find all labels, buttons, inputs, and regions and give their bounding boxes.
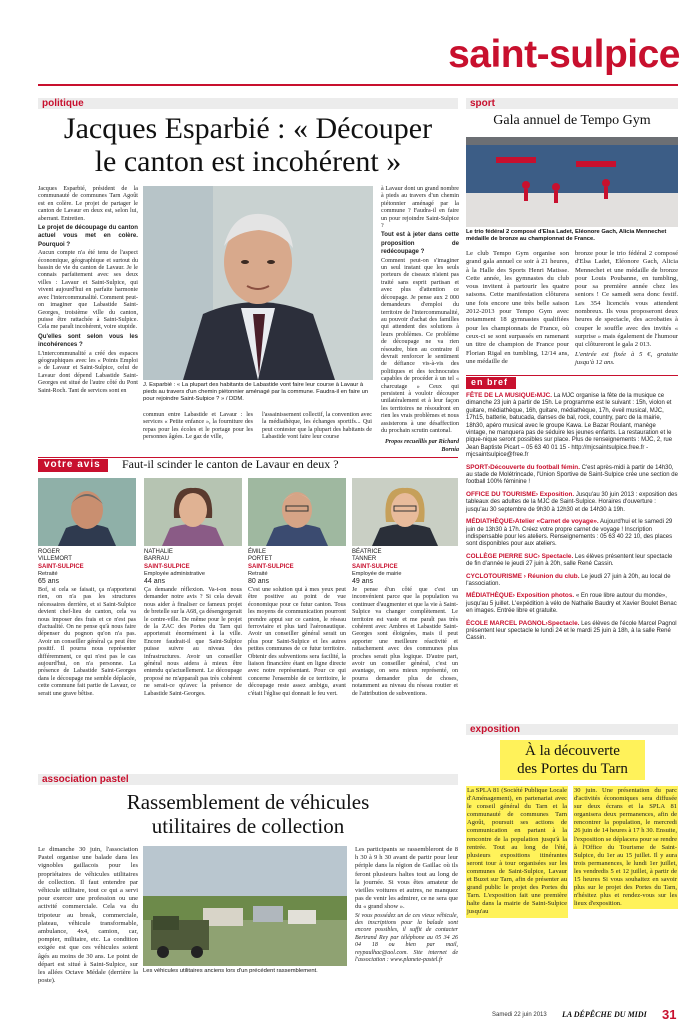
esparbie-photo-caption: J. Esparbié : « La plupart des habitants de Labastide vont faire leur course à Lavaur à pieds au travers d'un chemin piétonnier aménagé par la commune. Faudra-il en faire un pour rejoindre Saint-Sulpice ? » / DDM.	[143, 382, 369, 402]
person-2-info: NATHALIE BARRAU SAINT-SULPICE Employée administrative 44 ans Ça demande réflexion. Va-t-on nous demander notre avis ? Si cela devait nous aider à finaliser ce fameux projet de bretelle sur la A68, ça désengorgerait le centre-ville. De même pour le projet de la ZAC des Portes du Tarn qui apporterait énormément à la ville. Encore faudrait-il que Saint-Sulpice puisse suivre au niveau des infrastructures. Avoir un conseiller général nous aidera à mieux être entendu qu'actuellement. Le découpage proposé ne m'apparaît pas très cohérent ne serait-ce qu'avec la présence de Labastide Saint-Georges.	[144, 549, 242, 697]
vehicles-photo-caption: Les véhicules utilitaires anciens lors d'un précédent rassemblement.	[143, 968, 318, 974]
en-bref-tag: en bref	[471, 377, 509, 387]
politique-headline	[38, 112, 458, 178]
brief-item: MÉDIATHÈQUE› Exposition photos. « En roue libre autour du monde», jusqu'au 5 juillet. L'expédition à vélo de Nathalie Baudry et Xavier Boulet Benac en images. Entrée libre et gratuite.	[466, 592, 677, 615]
portrait-beatrice	[352, 478, 458, 546]
footer-page-number: 31	[662, 1007, 677, 1022]
person-1	[38, 478, 136, 546]
question-3: Tout est à jeter dans cette proposition de redécoupage ?	[381, 231, 459, 256]
portrait-emile	[248, 478, 346, 546]
votre-avis-question: Faut-il scinder le canton de Lavaur en deux ?	[122, 457, 339, 471]
association-tag: association pastel	[38, 774, 458, 785]
answer-2: L'intercommunalité a créé des espaces géographiques avec les « Points Emploi » de Lavaur et Saint-Sulpice, celui de Lavaur dont dépend Labastide Saint-Georges est situé de l'autre côté du Pont Saint-Roch. Tant de services sont en	[38, 350, 138, 394]
person-photo	[144, 478, 242, 546]
association-col4: Les participants se rassembleront de 8 h 30 à 9 h 30 avant de partir pour leur périple dans la région de Gaillac où ils feront plusieurs haltes tout au long de la journée. Si vous êtes amateur de vieilles voitures et autres, ne manquez pas de venir les admirer, ce ne sera que du « grand show ». Si vous possédez un de ces vieux véhicule, des inscriptions pour la balade sont encore possibles, il suffit de contacter Bertrand Rey par téléphone au 05 34 26 04 18 ou bien par mail, reypaulhac@aol.com. Site internet de l'association : www.planete-pastel.fr	[355, 846, 458, 964]
en-bref-bar	[466, 375, 678, 389]
footer-brand: LA DÉPÊCHE DU MIDI	[562, 1010, 647, 1019]
sport-col2: bronze pour le trio fédéral 2 composé d'Elsa Ladet, Eléonore Gach, Alicia Mennechet et une médaille de bronze pour Louis Poubanne, en tumbling, pour sa première année chez les seniors ! Ce samedi sera donc festif. Les 354 licenciés vous attendent nombreux. Ils vous proposeront deux heures de spectacle, des acrobaties à couper le souffle avec des invités « surprise » mais également de l'humour qui clôtureront le gala 2 013. L'entrée est fixée à 5 €, gratuite jusqu'à 12 ans.	[575, 250, 678, 366]
portrait-illustration	[143, 186, 373, 380]
byline: Propos recueillis par Richard Bornia	[385, 439, 459, 453]
brief-item: ÉCOLE MARCEL PAGNOL›Spectacle. Les élèves de l'école Marcel Pagnol présentent leur spectacle le lundi 24 et le mardi 25 juin à 18h, à la salle René Cassin.	[466, 619, 677, 642]
section-header	[440, 34, 680, 78]
association-col1: Le dimanche 30 juin, l'association Pastel organise une balade dans les vignobles gaillacois pour les propriétaires de véhicules utilitaires de collection. Il faut entendre par véhicule utilitaire, tout ce qui a servi pour exercer une profession ou une activité commerciale. Cela va du tripoteur au break, commerciale, plateau, véhicule transformable, ambulance, 4x4, camion, car, pompier, militaire, etc. La condition exigée est que ces véhicules soient âgés au moins de 30 ans. Le point de départ est situé à Saint-Sulpice, sur les allées Octave Médale (derrière la poste).	[38, 846, 138, 985]
person-3-info: ÉMILE PORTET SAINT-SULPICE Retraité 80 ans C'est une solution qui à mes yeux peut être positive au point de vue économique pour ce futur canton. Tous les moyens de communication pourront prendre appui sur ce canton, le réseau ferroviaire et plus tard l'aéronautique. Avoir un conseiller général serait un plus pour Saint-Sulpice et les autres petites communes de ce futur territoire. Obtenir des subventions sera facilité, la liaison financière étant en ligne directe avec notre représentant. Pour ce qui concerne l'ensemble de ce territoire, le découpage reste assez ambigu, avant c'était l'église qui donnait le feu vert.	[248, 549, 346, 697]
gym-photo-caption: Le trio fédéral 2 composé d'Elsa Ladet, Eléonore Gach, Alicia Mennechet médaille de bronze au championnat de France.	[466, 229, 667, 242]
association-headline: Rassemblement de véhicules utilitaires de collection	[126, 790, 370, 838]
politique-col3: l'assainissement collectif, la convention avec la médiathèque, les échanges sportifs... Qui peut contester que la plupart des habitants de Labastide vont faire leur course	[262, 412, 372, 441]
brief-item: COLLÈGE PIERRE SUC› Spectacle. Les élèves présentent leur spectacle de fin d'année le jeudi 27 juin à 20h, salle René Cassin.	[466, 552, 673, 568]
question-1: Le projet de découpage du canton actuel vous met en colère. Pourquoi ?	[38, 224, 138, 248]
exposition-headline: À la découverte des Portes du Tarn	[500, 740, 645, 780]
politique-col4: à Lavaur dont un grand nombre à pieds au travers d'un chemin piétonnier aménagé par la commune ? Faudra-il en faire un pour rejoindre Saint-Sulpice ? Tout est à jeter dans cette proposition de redécoupage ? Comment peut-on s'imaginer un seul instant que les seuls porteurs de ciseaux n'aient pas traité sans esprit partisan et avec plus d'attention ce découpage. Je pense aux 2 000 demandeurs d'emploi du territoire de l'intercommunalité, au pouvoir d'achat des familles qui attendent des solutions à leurs problèmes. Ce problème de découpage ne va rien résoudre, bien au contraire il devrait renforcer le sentiment de défiance vis-à-vis des politiques et des technocrates capables de procéder à un tel « charcutage » Ceux qui persistent à vouloir découper unilatéralement et à leur façon les territoires ne résoudront en rien les vrais problèmes et nous assisterons à une désaffection du prochain scrutin cantonal. Propos recueillis par Richard Bornia	[381, 186, 459, 453]
esparbie-photo	[143, 186, 373, 380]
lede: Jacques Esparbié, président de la communauté de communes Tarn Agoût est en colère. Le projet de partager le canton de Lavaur en deux est, selon lui, aberrant. Entretien.	[38, 186, 138, 222]
person-4	[352, 478, 458, 546]
person-1-info: ROGER VILLEMORT SAINT-SULPICE Retraité 65 ans Bof, si cela se faisait, ça n'apporterai rien, on n'a pas les structures nécessaires derrière, et si Saint-Sulpice devient chef-lieu de canton, cela va nous imposer des frais et ce n'est pas d'actualité. On ne pense qu'à nous faire dépenser du pognon qu'on n'a pas. Avoir un conseiller général ça peut être positif. Il pourra nous représenter différemment, ce qui n'est pas le cas aujourd'hui, on n'a personne. La présence de Labastide Saint-Georges dans le découpage me semble déplacée, cette commune fait partie de Lavaur, ce serait une grave bêtise.	[38, 549, 136, 697]
gym-photo	[466, 137, 678, 227]
person-photo	[248, 478, 346, 546]
header-rule	[38, 84, 678, 86]
sport-tag: sport	[466, 98, 678, 109]
portrait-roger	[38, 478, 136, 546]
en-bref-list	[466, 392, 678, 647]
sport-headline: Gala annuel de Tempo Gym	[493, 113, 651, 128]
brief-item: OFFICE DU TOURISME› Exposition. Jusqu'au 30 juin 2013 : exposition des tableaux des adultes de la MJC de Saint-Sulpice. Horaires d'ouverture : jusqu'au 30 septembre de 9h30 à 12h30 et de 14h30 à 19h.	[466, 490, 678, 513]
brief-item: FÊTE DE LA MUSIQUE›MJC. La MJC organise la fête de la musique ce dimanche 23 juin à partir de 15h. Le programme est le suivant : 15h, violon et guitare, médiathèque, 16h, guitare, médiathèque, 17h, éveil musical, MJC, 17h15, batterie, batucada, danses de bal, rock, country, parc de la mairie, 18h30, apéro musical avec le groupe Kawa. Le Bazar Roulant, manège vintage, ne manquera pas de séduire les jeunes enfants. La restauration et le pique-nique seront possibles sur place. Plus de renseignements : MJC, 2, rue Jean Baptiste Picart – 05 63 40 01 15 - http://mjcsaintsulpice.free.fr - mjcsaintsulpice@free.fr	[466, 392, 673, 459]
headline-line-2: le canton est incohérent »	[94, 145, 402, 178]
portrait-nathalie	[144, 478, 242, 546]
headline-line-1: Jacques Esparbié : « Découper	[63, 112, 433, 145]
vehicles-photo	[143, 846, 347, 966]
brief-item: MÉDIATHÈQUE›Atelier «Carnet de voyage». Aujourd'hui et le samedi 29 juin de 13h30 à 17h. Créez votre propre carnet de voyage ! Inscription indispensable pour les ateliers. Renseignements : 05 63 40 22 10, des places sont disponibles pour aux ateliers.	[466, 518, 673, 548]
exposition-col2: 30 juin. Une présentation du parc d'activités économiques sera diffusée sur deux écrans et la SPLA 81 organisera deux permanences, afin de rencontrer la population, le mercredi 26 juin de 14 heures à 17 h 30. Ensuite, l'exposition se déplacera pour se rendre à l'Office du Tourisme de Saint-Sulpice, du 1er au 15 juillet. Il y aura trois permanences, le lundi 1er juillet, les vendredis 5 et 12 juillet, à partir de 15 heures Si vous souhaitez en savoir plus sur le projet des Portes du Tarn, n'hésitez plus et rendez-vous sur les lieux d'exposition.	[573, 786, 678, 909]
exposition-tag: exposition	[466, 724, 678, 735]
votre-avis-bar	[38, 457, 458, 472]
person-2	[144, 478, 242, 546]
person-photo	[352, 478, 458, 546]
person-photo	[38, 478, 136, 546]
politique-col1	[38, 186, 138, 396]
person-3	[248, 478, 346, 546]
footer	[466, 1009, 678, 1023]
exposition-col1: La SPLA 81 (Société Publique Locale d'Aménagement), en partenariat avec le conseil général du Tarn et la communauté de communes Tarn Agoût, poursuit ses actions de communication en partant à la rencontre de la population jusqu'à la rentrée. Tout au long de l'été, plusieurs expositions itinérantes seront tour à tour organisées sur les communes de Saint-Sulpice, Lavaur et Buzet sur Tarn, afin de présenter au grand public le projet des Portes du Tarn. L'exposition fait une première halte dans la mairie de Saint-Sulpice jusqu'au	[466, 786, 568, 918]
gym-illustration	[466, 137, 678, 227]
politique-col2: commun entre Labastide et Lavaur : les services « Petite enfance », la fourniture des repas pour les écoles et le portage pour les personnes âgées. Le gaz de ville,	[143, 412, 253, 441]
section-title: saint-sulpice	[448, 33, 680, 76]
votre-avis-tag: votre avis	[44, 459, 101, 470]
brief-item: CYCLOTOURISME › Réunion du club. Le jeudi 27 juin à 20h, au local de l'association.	[466, 572, 671, 587]
politique-tag: politique	[38, 98, 458, 109]
vehicles-illustration	[143, 846, 347, 966]
sport-col1: Le club Tempo Gym organise son grand gala annuel ce soir à 21 heures, à la Halle des Sports Henri Matisse. Cette année, les gymnastes du club vous invitent à partourir les quatre saisons. Cette manifestation clôturera une fois encore une très belle saison 2012-2013 pour Tempo Gym avec notamment 18 gymnastes qualifiées pour les championnats de France, où ceux-ci se sont surpassés en ramenant un titre de champion de France pour Florian Rigal en tumbling, 12/14 ans, une médaille de	[466, 250, 569, 365]
footer-date: Samedi 22 juin 2013	[492, 1012, 547, 1018]
answer-1: Aucun compte n'a été tenu de l'aspect économique, géographique et surtout du bassin de vie du canton de Lavaur. Je le connais parfaitement avec ses deux villes : Lavaur et Saint-Sulpice, qui vivent aujourd'hui en parfaite harmonie avec l'intercommunalité. Comment peut-on imaginer que Labastide Saint-Georges, troisième ville du canton, puisse être rattachée à Saint-Sulpice. Cela me paraît incohérent, voire stupide.	[38, 250, 138, 331]
question-2: Qu'elles sont selon vous les incohérences ?	[38, 332, 138, 349]
person-4-info: BÉATRICE TANNER SAINT-SULPICE Employée de mairie 49 ans Je pense d'un côté que c'est un inconvénient parce que la population va continuer d'augmenter et que la vie à Saint-Sulpice va changer complètement. Le territoire est vaste et me paraît pas très cohérent avec Ambres et Labastide Saint-Georges sont éloignées, mais il peut apporter une meilleure réactivité et rattachement avec des communes plus proches serait plus logique. D'autre part, avoir un conseiller général, c'est un avantage, on sera mieux représenté, on pourra demander plus de choses, notamment au niveau du réseau routier et de l'attribution de subventions.	[352, 549, 458, 697]
brief-item: SPORT›Découverte du football fémin. C'est après-midi à partir de 14h30, au stade de Molétrincade, l'Union Sportive de Saint-Sulpice crée une section de football 100% féminine !	[466, 463, 678, 486]
